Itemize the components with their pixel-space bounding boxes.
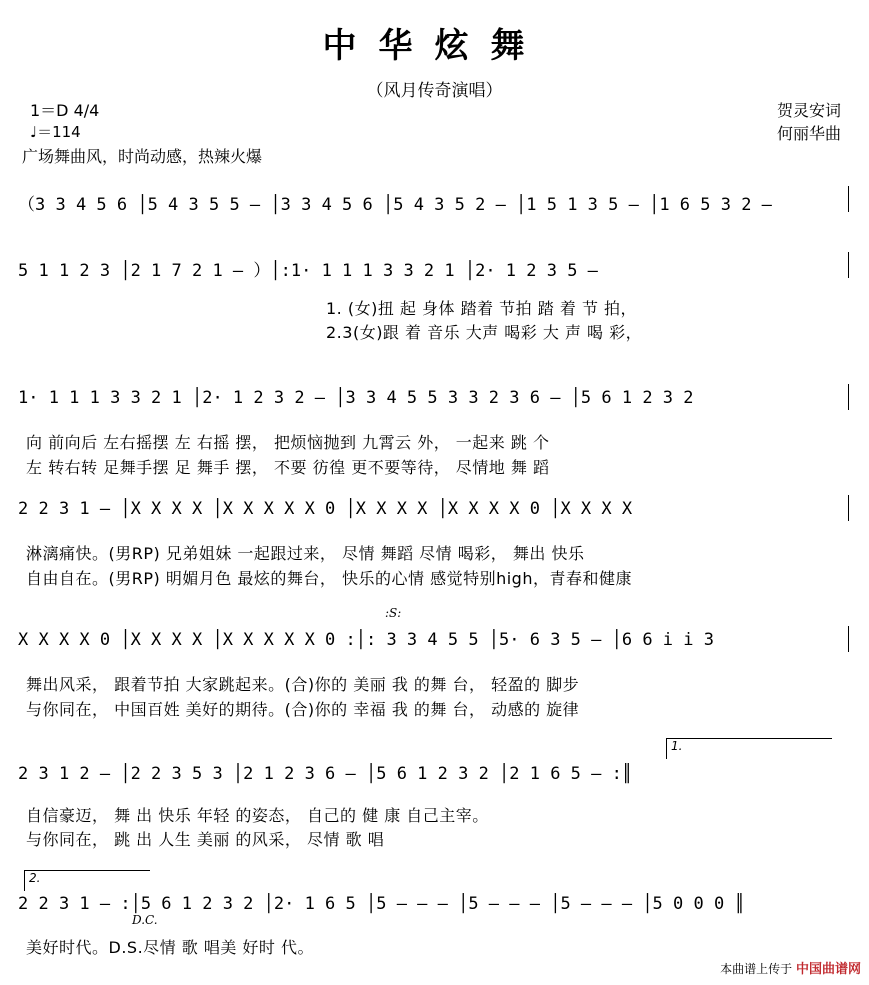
- first-ending-bracket: 1.: [666, 738, 832, 759]
- notation-line-1: （3 3 4 5 6 │5 4 3 5 5 – │3 3 4 5 6 │5 4 3 5 2 – │1 5 1 3 5 – │1 6 5 3 2 –: [18, 195, 772, 215]
- notation-line-4: 2 2 3 1 – │X X X X │X X X X X 0 │X X X X │X X X X 0 │X X X X: [18, 499, 633, 519]
- site-logo: 中国曲谱网: [795, 962, 861, 977]
- lyric-line-5-verse-2: 与你同在， 中国百姓 美好的期待。(合)你的 幸福 我 的舞 台， 动感的 旋律: [26, 700, 580, 719]
- dc-mark: D.C.: [132, 913, 158, 927]
- tempo-mark: ♩＝114: [30, 123, 81, 141]
- lyric-line-2-verse-2: 2.3(女)跟 着 音乐 大声 喝彩 大 声 喝 彩，: [326, 323, 643, 342]
- system-end-bar: [848, 186, 849, 212]
- lyric-line-4-verse-2: 自由自在。(男RP) 明媚月色 最炫的舞台， 快乐的心情 感觉特别high，青春和健康: [26, 569, 632, 588]
- system-end-bar: [848, 626, 849, 652]
- notation-line-3: 1· 1 1 1 3 3 2 1 │2· 1 2 3 2 – │3 3 4 5 5 3 3 2 3 6 – │5 6 1 2 3 2: [18, 388, 694, 408]
- lyric-line-3-verse-1: 向 前向后 左右摇摆 左 右摇 摆， 把烦恼抛到 九霄云 外， 一起来 跳 个: [26, 433, 550, 452]
- style-note: 广场舞曲风，时尚动感，热辣火爆: [22, 147, 263, 166]
- lyricist-credit: 贺灵安词: [776, 101, 841, 120]
- lyric-line-6-verse-1: 自信豪迈， 舞 出 快乐 年轻 的姿态， 自己的 健 康 自己主宰。: [26, 806, 489, 825]
- notation-line-6: 2 3 1 2 – │2 2 3 5 3 │2 1 2 3 6 – │5 6 1 2 3 2 │2 1 6 5 – :║: [18, 764, 633, 784]
- system-end-bar: [848, 252, 849, 278]
- segno-mark: :S:: [385, 606, 402, 620]
- key-signature: 1＝D 4/4: [30, 101, 100, 120]
- performer-subtitle: （风月传奇演唱）: [366, 81, 503, 101]
- lyric-line-6-verse-2: 与你同在， 跳 出 人生 美丽 的风采， 尽情 歌 唱: [26, 830, 385, 849]
- watermark-prefix: 本曲谱上传于: [720, 962, 793, 976]
- notation-line-2: 5 1 1 2 3 │2 1 7 2 1 – ）│:1· 1 1 1 3 3 2 1 │2· 1 2 3 5 –: [18, 261, 598, 281]
- system-end-bar: [848, 495, 849, 521]
- second-ending-bracket: 2.: [24, 870, 150, 891]
- notation-line-7: 2 2 3 1 – :│5 6 1 2 3 2 │2· 1 6 5 │5 – – – │5 – – – │5 – – – │5 0 0 0 ║: [18, 894, 745, 914]
- lyric-line-3-verse-2: 左 转右转 足舞手摆 足 舞手 摆， 不要 彷徨 更不要等待， 尽情地 舞 蹈: [26, 458, 550, 477]
- notation-line-5: X X X X 0 │X X X X │X X X X X 0 :│: 3 3 4 5 5 │5· 6 3 5 – │6 6 i i 3: [18, 630, 714, 650]
- system-end-bar: [848, 384, 849, 410]
- composer-credit: 何丽华曲: [776, 124, 841, 143]
- lyric-line-4-verse-1: 淋漓痛快。(男RP) 兄弟姐妹 一起跟过来， 尽情 舞蹈 尽情 喝彩， 舞出 快乐: [26, 544, 585, 563]
- song-title: 中华炫舞: [322, 26, 547, 66]
- source-watermark: [720, 958, 861, 977]
- lyric-line-5-verse-1: 舞出风采， 跟着节拍 大家跳起来。(合)你的 美丽 我 的舞 台， 轻盈的 脚步: [26, 675, 580, 694]
- lyric-line-2-verse-1: 1. (女)扭 起 身体 踏着 节拍 踏 着 节 拍，: [326, 299, 638, 318]
- lyric-line-7: 美好时代。D.S.尽情 歌 唱美 好时 代。: [26, 938, 314, 957]
